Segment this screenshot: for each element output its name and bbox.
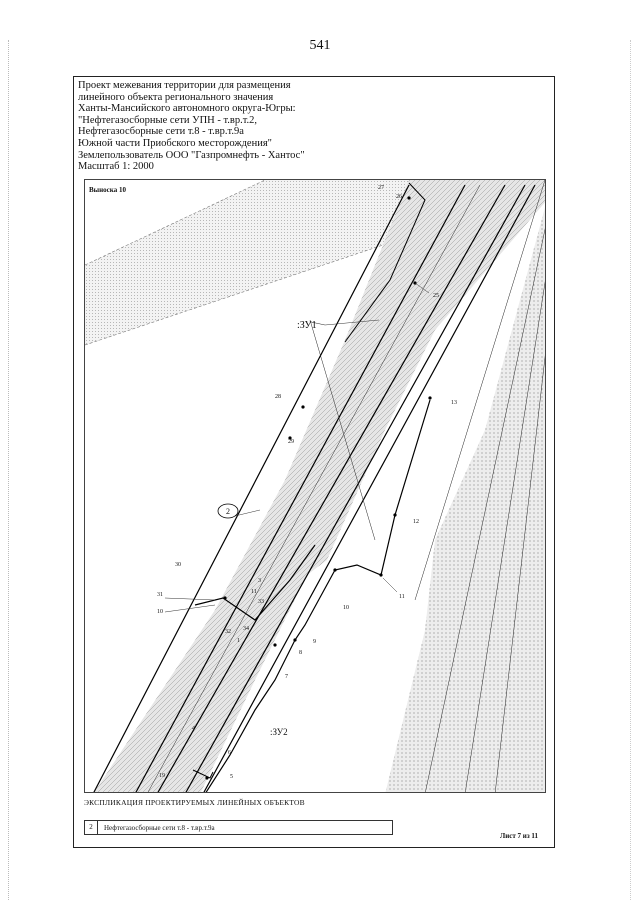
point-label-26: 26 (396, 194, 402, 200)
title-line: "Нефтегазосборные сети УПН - т.вр.т.2, (78, 114, 258, 126)
point-label-10: 10 (343, 605, 349, 611)
point-label-10b: 10 (157, 609, 163, 615)
point-label-25: 25 (433, 293, 439, 299)
map-callout-frame (84, 179, 546, 793)
point-label-27: 27 (378, 185, 384, 191)
point-label-7: 7 (285, 674, 288, 680)
point-label-4: 4 (192, 726, 195, 732)
title-line: линейного объекта регионального значения (78, 91, 274, 103)
scale-line: Масштаб 1: 2000 (78, 161, 154, 173)
point-label-31: 31 (157, 592, 163, 598)
point-label-6: 6 (228, 750, 231, 756)
plot-label-zu2: :ЗУ2 (270, 727, 288, 737)
title-line: Нефтегазосборные сети т.8 - т.вр.т.9а (78, 126, 244, 138)
point-label-8: 8 (299, 650, 302, 656)
point-label-11b: 11 (251, 589, 257, 595)
point-label-29: 29 (288, 439, 294, 445)
title-line: Ханты-Мансийского автономного округа-Югры: (78, 103, 296, 115)
point-label-3: 3 (258, 578, 261, 584)
point-label-12: 12 (413, 519, 419, 525)
point-label-1: 1 (237, 638, 240, 644)
page-edge-right (630, 40, 631, 900)
explication-row-name: Нефтегазосборные сети т.8 - т.вр.т.9а (104, 823, 215, 832)
point-label-13: 13 (451, 400, 457, 406)
explication-row-number: 2 (85, 821, 98, 834)
point-label-28: 28 (275, 394, 281, 400)
point-label-11: 11 (399, 594, 405, 600)
explication-row (84, 820, 393, 835)
callout-title: Выноска 10 (89, 186, 126, 194)
title-line: Землепользователь ООО "Газпромнефть - Хантос" (78, 149, 305, 161)
point-label-9: 9 (313, 639, 316, 645)
point-label-34: 34 (243, 626, 249, 632)
title-line: Проект межевания территории для размещения (78, 80, 291, 91)
title-block (78, 80, 378, 173)
point-label-33: 33 (258, 599, 264, 605)
sheet-number-label: Лист 7 из 11 (500, 832, 539, 840)
point-label-32: 32 (225, 629, 231, 635)
plot-label-zu1: :ЗУ1 (297, 320, 317, 331)
explication-title: ЭКСПЛИКАЦИЯ ПРОЕКТИРУЕМЫХ ЛИНЕЙНЫХ ОБЪЕКТОВ (84, 798, 305, 807)
page-number: 541 (309, 38, 331, 53)
parcel-label-30: 30 (175, 562, 181, 568)
object-marker-2 (218, 504, 238, 518)
title-line: Южной части Приобского месторождения" (78, 137, 272, 149)
survey-map (85, 180, 546, 793)
object-marker-label: 2 (226, 507, 230, 516)
point-label-19: 19 (159, 773, 165, 779)
explication-block (78, 798, 550, 832)
point-label-5: 5 (230, 774, 233, 780)
page-edge-left (8, 40, 9, 900)
